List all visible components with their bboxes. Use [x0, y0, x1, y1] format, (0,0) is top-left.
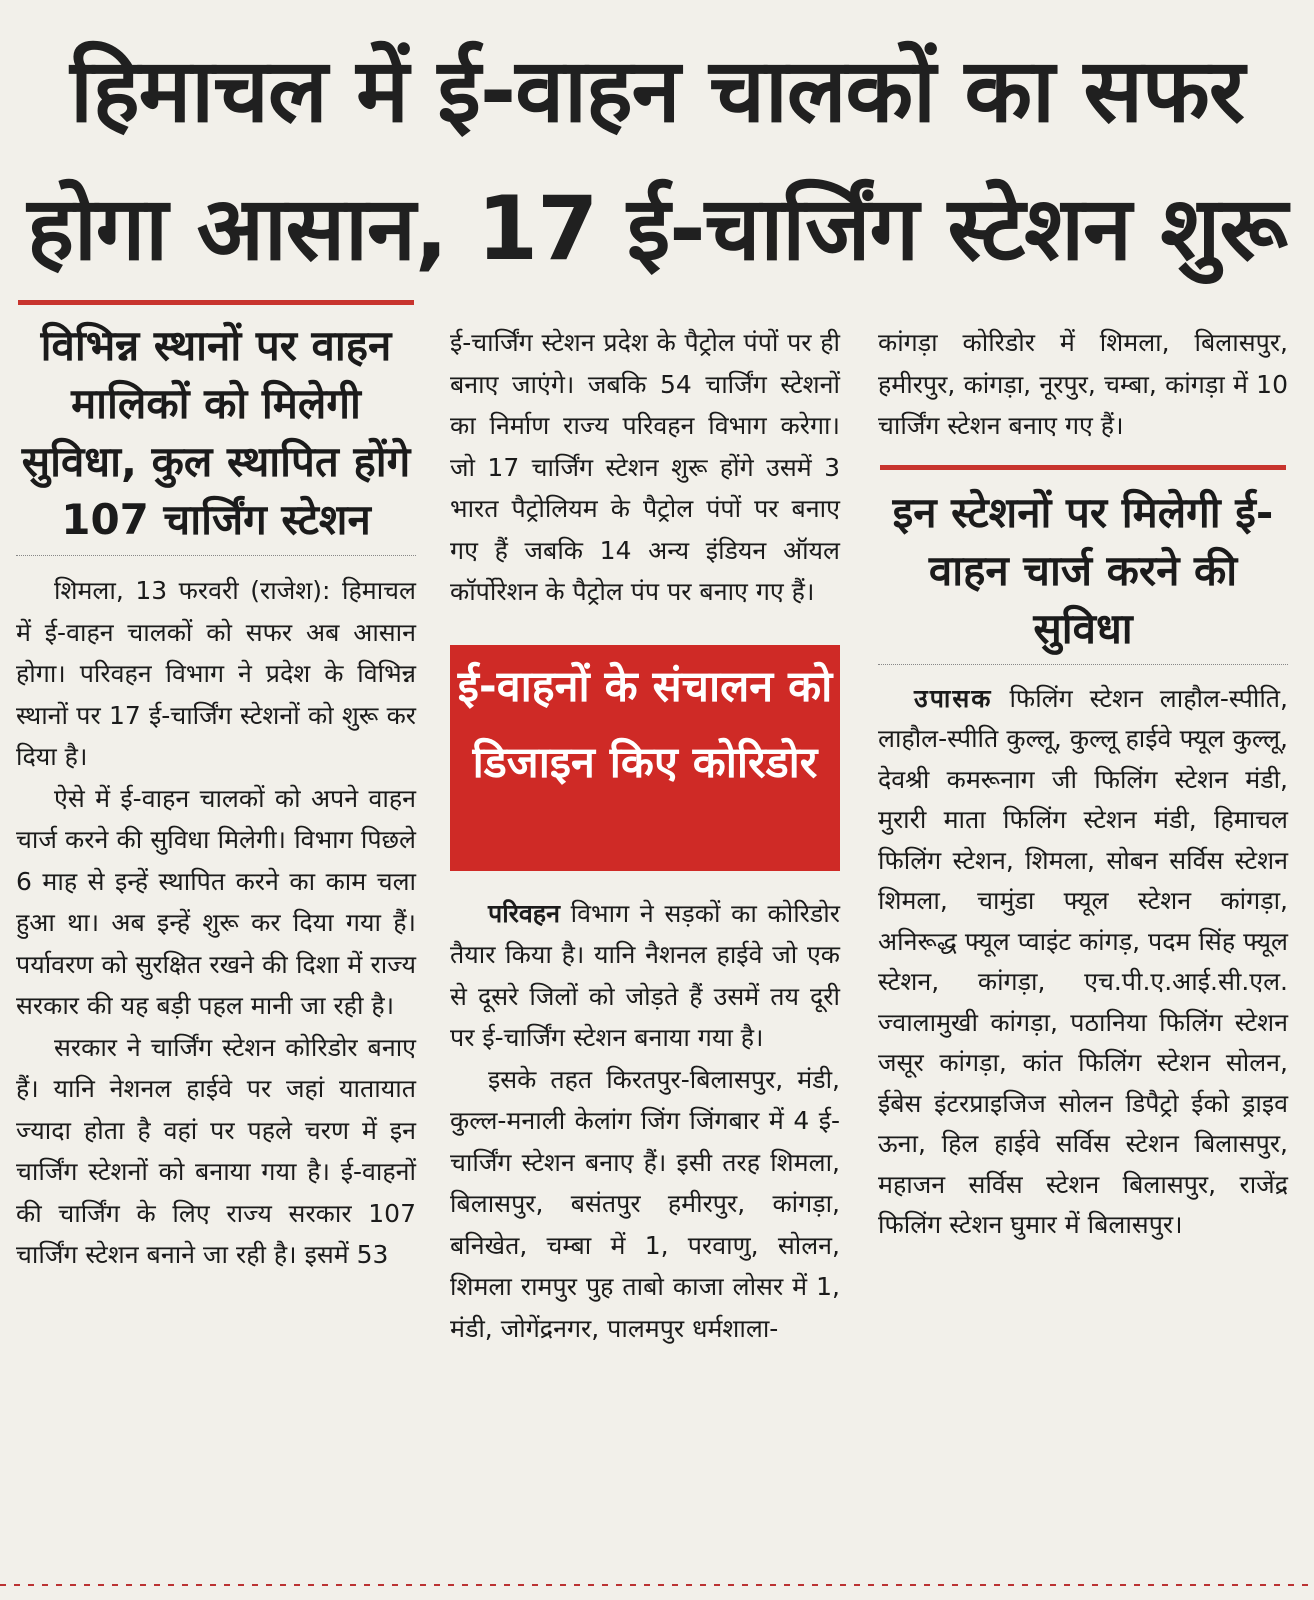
- column-right: [878, 322, 1288, 1246]
- article-paragraph: सरकार ने चार्जिंग स्टेशन कोरिडोर बनाए हैं। यानि नेशनल हाईवे पर जहां यातायात ज्यादा होता है वहां पर पहले चरण में इन चार्जिंग स्टेशनों को बनाया गया है। ई-वाहनों की चार्जिंग के लिए राज्य सरकार 107 चार्जिंग स्टेशन बनाने जा रही है। इसमें 53: [16, 1032, 416, 1269]
- column-left-subhead: विभिन्न स्थानों पर वाहन मालिकों को मिलेगी सुविधा, कुल स्थापित होंगे 107 चार्जिंग स्टेशन: [21, 321, 411, 544]
- lead-word: उपासक: [914, 683, 993, 713]
- section-rule: [880, 465, 1286, 470]
- article-paragraph: ऐसे में ई-वाहन चालकों को अपने वाहन चार्ज करने की सुविधा मिलेगी। विभाग पिछले 6 माह से इन्हें स्थापित करने का काम चला हुआ था। अब इन्हें शुरू कर दिया गया हैं। पर्यावरण को सुरक्षित रखने की दिशा में राज्य सरकार की यह बड़ी पहल मानी जा रही है।: [16, 783, 416, 1020]
- lead-word: परिवहन: [488, 898, 560, 928]
- divider: [16, 555, 416, 556]
- column-left: [16, 300, 416, 1276]
- red-box-subhead: ई-वाहनों के संचालन को डिजाइन किए कोरिडोर: [450, 645, 840, 871]
- article-paragraph: [450, 893, 840, 1059]
- bottom-border: [0, 1584, 1314, 1586]
- article-paragraph: इसके तहत किरतपुर-बिलासपुर, मंडी, कुल्ल-मनाली केलांग जिंग जिंगबार में 4 ई-चार्जिंग स्टेशन बनाए हैं। इसी तरह शिमला, बिलासपुर, बसंतपुर हमीरपुर, कांगड़ा, बनिखेत, चम्बा में 1, परवाणु, सोलन, शिमला रामपुर पुह ताबो काजा लोसर में 1, मंडी, जोगेंद्रनगर, पालमपुर धर्मशाला-: [450, 1064, 840, 1343]
- article-paragraph: शिमला, 13 फरवरी (राजेश): हिमाचल में ई-वाहन चालकों को सफर अब आसान होगा। परिवहन विभाग ने प्रदेश के विभिन्न स्थानों पर 17 ई-चार्जिंग स्टेशनों को शुरू कर दिया है।: [16, 576, 416, 771]
- headline-line-2: होगा आसान, 17 ई-चार्जिंग स्टेशन शुरू: [27, 177, 1287, 280]
- article-paragraph: ई-चार्जिंग स्टेशन प्रदेश के पैट्रोल पंपों पर ही बनाए जाएंगे। जबकि 54 चार्जिंग स्टेशनों का निर्माण राज्य परिवहन विभाग करेगा। जो 17 चार्जिंग स्टेशन शुरू होंगे उसमें 3 भारत पैट्रोलियम के पैट्रोल पंपों पर बनाए गए हैं जबकि 14 अन्य इंडियन ऑयल कॉर्पोरेशन के पैट्रोल पंप पर बनाए गए हैं।: [450, 328, 840, 606]
- station-list: [878, 679, 1288, 1246]
- headline-line-1: हिमाचल में ई-वाहन चालकों का सफर: [70, 39, 1244, 142]
- paragraph-text: विभाग ने सड़कों का कोरिडोर तैयार किया है। यानि नैशनल हाईवे जो एक से दूसरे जिलों को जोड़ते हैं उसमें तय दूरी पर ई-चार्जिंग स्टेशन बनाया गया है।: [450, 898, 840, 1052]
- column-right-subhead: इन स्टेशनों पर मिलेगी ई-वाहन चार्ज करने की सुविधा: [892, 487, 1274, 653]
- column-middle: [450, 322, 840, 1349]
- section-rule: [18, 300, 414, 305]
- article-paragraph: कांगड़ा कोरिडोर में शिमला, बिलासपुर, हमीरपुर, कांगड़ा, नूरपुर, चम्बा, कांगड़ा में 10 चार्जिंग स्टेशन बनाए गए हैं।: [878, 328, 1288, 440]
- headline: [14, 22, 1300, 298]
- station-list-text: फिलिंग स्टेशन लाहौल-स्पीति, लाहौल-स्पीति कुल्लू, कुल्लू हाईवे फ्यूल कुल्लू, देवश्री कमरूनाग जी फिलिंग स्टेशन मंडी, मुरारी माता फिलिंग स्टेशन मंडी, हिमाचल फिलिंग स्टेशन, शिमला, सोबन सर्विस स्टेशन शिमला, चामुंडा फ्यूल स्टेशन कांगड़ा, अनिरूद्ध फ्यूल प्वाइंट कांगड़, पदम सिंह फ्यूल स्टेशन, कांगड़ा, एच.पी.ए.आई.सी.एल. ज्वालामुखी कांगड़ा, पठानिया फिलिंग स्टेशन जसूर कांगड़ा, कांत फिलिंग स्टेशन सोलन, ईबेस इंटरप्राइजिज सोलन डिपैट्रो ईको ड्राइव ऊना, हिल हाईवे सर्विस स्टेशन बिलासपुर, महाजन सर्विस स्टेशन बिलासपुर, राजेंद्र फिलिंग स्टेशन घुमार में बिलासपुर।: [878, 683, 1288, 1239]
- divider: [878, 664, 1288, 665]
